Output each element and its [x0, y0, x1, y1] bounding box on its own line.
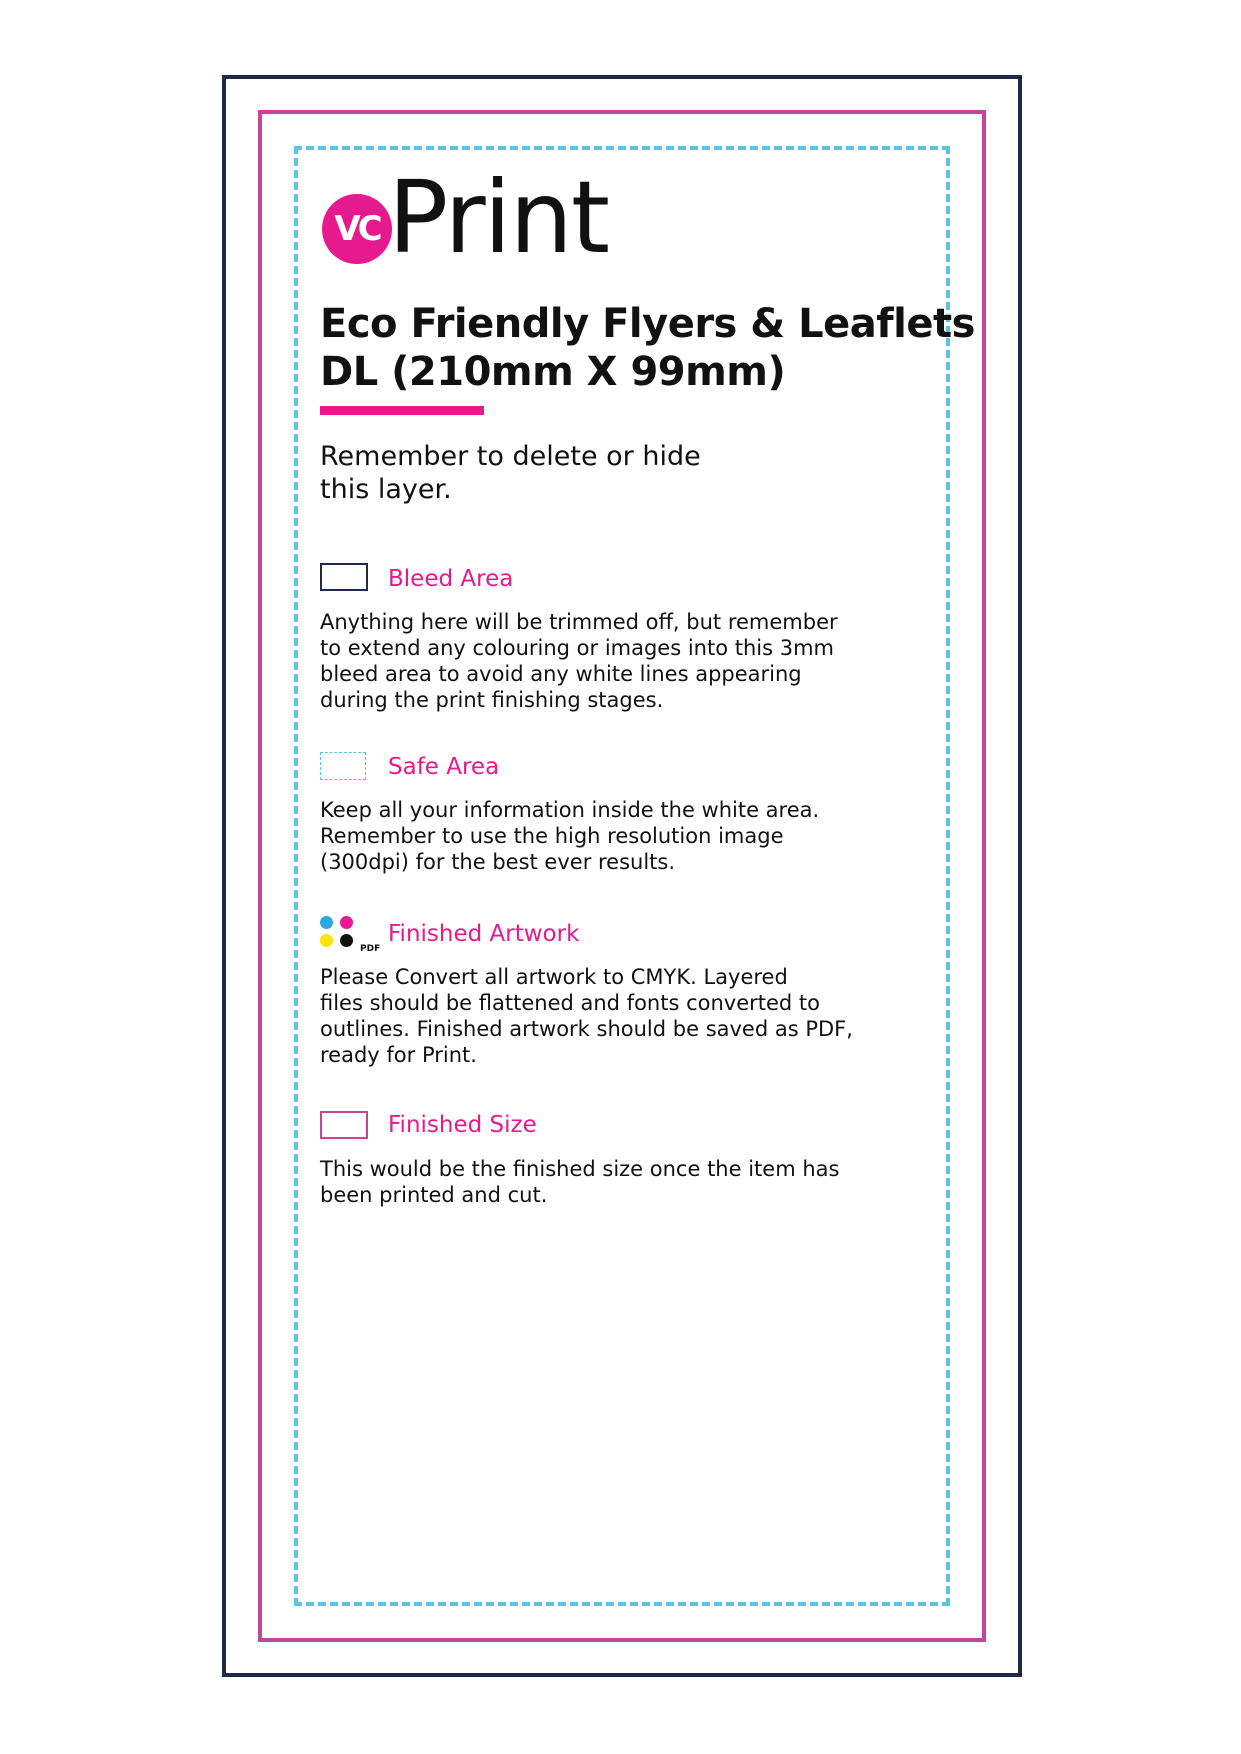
finished-size-heading: Finished Size — [388, 1112, 537, 1138]
cyan-dot — [320, 916, 333, 929]
finished-artwork-heading: Finished Artwork — [388, 921, 580, 947]
safe-text-line: (300dpi) for the best ever results. — [320, 850, 676, 874]
yellow-dot — [320, 934, 333, 947]
title-underline — [320, 406, 484, 415]
safe-text-line: Remember to use the high resolution image — [320, 824, 784, 848]
finished-artwork-text — [320, 964, 880, 1068]
bleed-text-line: Anything here will be trimmed off, but remember — [320, 610, 838, 634]
artwork-text-line: files should be flattened and fonts converted to — [320, 991, 821, 1015]
black-dot — [340, 934, 353, 947]
safe-text-line: Keep all your information inside the white area. — [320, 798, 820, 822]
title-line-1: Eco Friendly Flyers & Leaflets — [320, 301, 975, 347]
vcprint-logo — [322, 159, 609, 276]
bleed-line-swatch — [320, 563, 368, 591]
size-text-line: been printed and cut. — [320, 1183, 548, 1207]
pdf-label: PDF — [360, 944, 381, 954]
safe-area-heading: Safe Area — [388, 754, 500, 780]
magenta-dot — [340, 916, 353, 929]
artwork-text-line: Please Convert all artwork to CMYK. Layered — [320, 965, 788, 989]
artwork-text-line: outlines. Finished artwork should be saved as PDF, — [320, 1017, 853, 1041]
safe-area-text — [320, 797, 880, 875]
trim-line-swatch — [320, 1111, 368, 1139]
bleed-area-text — [320, 609, 880, 713]
size-text-line: This would be the finished size once the item has — [320, 1157, 840, 1181]
bleed-text-line: to extend any colouring or images into this 3mm — [320, 636, 835, 660]
logo-mark: VC — [322, 194, 392, 264]
safe-line-swatch — [320, 752, 366, 780]
bleed-text-line: bleed area to avoid any white lines appearing — [320, 662, 802, 686]
bleed-text-line: during the print finishing stages. — [320, 688, 664, 712]
bleed-area-heading: Bleed Area — [388, 566, 514, 592]
finished-size-text — [320, 1156, 880, 1208]
artwork-text-line: ready for Print. — [320, 1043, 477, 1067]
page-title — [320, 300, 975, 396]
cmyk-dots-icon — [320, 916, 380, 956]
reminder-note — [320, 440, 740, 506]
logo-wordmark: Print — [388, 159, 609, 276]
title-line-2: DL (210mm X 99mm) — [320, 349, 786, 395]
reminder-line-1: Remember to delete or hide — [320, 441, 701, 472]
reminder-line-2: this layer. — [320, 474, 452, 505]
